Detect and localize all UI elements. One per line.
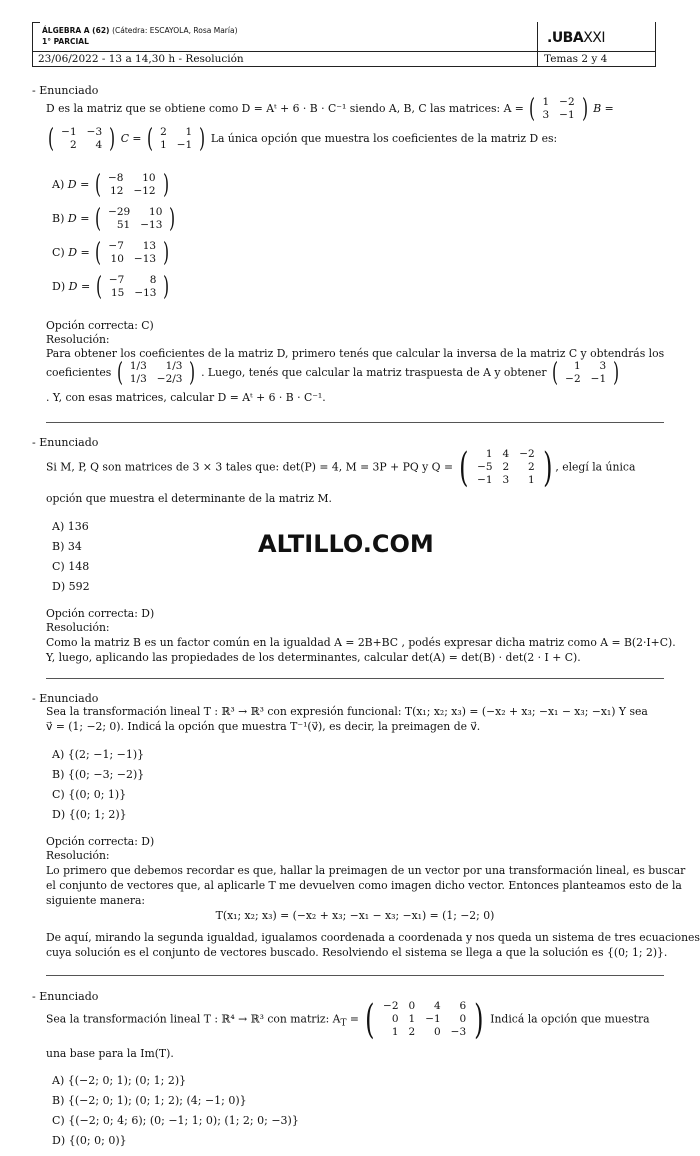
option-d[interactable]: D) D = ( −7 8 15 −13 ) (52, 272, 170, 302)
resolution-text: Como la matriz B es un factor común en la igualdad A = 2B+BC , podés expresar dicha matriz como A = B(2·I+C). (46, 636, 676, 649)
option-a[interactable]: A) {(2; −1; −1)} (52, 748, 145, 761)
question-statement: v⃗ = (1; −2; 0). Indicá la opción que muestra T⁻¹(v⃗), es decir, la preimagen de v⃗. (46, 720, 481, 733)
divider (46, 422, 664, 423)
exam-type: 1° PARCIAL (42, 37, 89, 46)
option-b[interactable]: B) 34 (52, 540, 82, 553)
matrix-a-transpose: ( 1 3 −2 −1 ) (552, 358, 620, 388)
option-a[interactable]: A) {(−2; 0; 1); (0; 1; 2)} (52, 1074, 187, 1087)
matrix-at: ( −2 0 4 6 0 1 −1 0 1 2 0 −3 ) (365, 996, 484, 1043)
resolution-text: cuya solución es el conjunto de vectores buscado. Resolviendo el sistema se llega a que la solución es {(0; 1; 2)}. (46, 946, 668, 959)
divider (46, 975, 664, 976)
question-statement: Sea la transformación lineal T : ℝ³ → ℝ³ con expresión funcional: T(x₁; x₂; x₃) = (−x₂ + x₃; −x₁ − x₃; −x₁) Y sea (46, 705, 648, 718)
matrix-c-inverse: ( 1/3 1/3 1/3 −2/3 ) (116, 358, 196, 388)
resolution-text: coeficientes ( 1/3 1/3 1/3 −2/3 ) . Luego, tenés que calcular la matriz traspuesta de A y obtener ( 1 3 −2 −1 ) (46, 360, 664, 386)
resolution-label: Resolución: (46, 621, 110, 634)
question-statement-cont: una base para la Im(T). (46, 1047, 174, 1060)
option-d[interactable]: D) {(0; 1; 2)} (52, 808, 127, 821)
question-label: - Enunciado (32, 436, 99, 449)
resolution-equation: T(x₁; x₂; x₃) = (−x₂ + x₃; −x₁ − x₃; −x₁) = (1; −2; 0) (215, 909, 495, 922)
watermark: ALTILLO.COM (258, 530, 434, 558)
question-statement-cont: ( −1 −3 2 4 ) C = ( 2 1 1 −1 ) La única opción que muestra los coeficientes de la matriz D es: (46, 126, 664, 152)
resolution-text: el conjunto de vectores que, al aplicarle T me devuelven como imagen dicho vector. Entonces planteamos esto de la (46, 879, 682, 892)
question-statement: D es la matriz que se obtiene como D = Aᵗ + 6 · B · C⁻¹ siendo A, B, C las matrices: A = ( 1 −2 3 −1 ) B = (46, 94, 614, 124)
correct-option: Opción correcta: D) (46, 835, 155, 848)
resolution-label: Resolución: (46, 849, 110, 862)
option-c[interactable]: C) {(0; 0; 1)} (52, 788, 127, 801)
resolution-text: Y, luego, aplicando las propiedades de los determinantes, calcular det(A) = det(B) · det(2 · I + C). (46, 651, 581, 664)
divider (46, 678, 664, 679)
resolution-label: Resolución: (46, 333, 110, 346)
question-label: - Enunciado (32, 692, 99, 705)
header-tick (32, 22, 40, 23)
option-d[interactable]: D) 592 (52, 580, 90, 593)
option-a[interactable]: A) 136 (52, 520, 89, 533)
option-b[interactable]: B) {(−2; 0; 1); (0; 1; 2); (4; −1; 0)} (52, 1094, 247, 1107)
exam-topics: Temas 2 y 4 (544, 53, 608, 65)
resolution-text: siguiente manera: (46, 894, 146, 907)
course-title: ÁLGEBRA A (62) (Cátedra: ESCAYOLA, Rosa María) (42, 26, 238, 35)
option-c[interactable]: C) {(−2; 0; 4; 6); (0; −1; 1; 0); (1; 2; 0; −3)} (52, 1114, 299, 1127)
correct-option: Opción correcta: C) (46, 319, 154, 332)
question-statement: Sea la transformación lineal T : ℝ⁴ → ℝ³ con matriz: $A_T$ = ( −2 0 4 6 0 1 −1 0 1 2 0 −3 ) Indicá la opción que muestra (46, 996, 650, 1043)
question-statement-cont: opción que muestra el determinante de la matriz M. (46, 492, 332, 505)
matrix-b: ( −1 −3 2 4 ) (48, 124, 116, 154)
option-c[interactable]: C) D = ( −7 13 10 −13 ) (52, 238, 170, 268)
resolution-text: Lo primero que debemos recordar es que, hallar la preimagen de un vector por una transformación lineal, es buscar (46, 864, 686, 877)
header-divider (32, 51, 656, 52)
option-c[interactable]: C) 148 (52, 560, 90, 573)
resolution-text: . Y, con esas matrices, calcular D = Aᵗ + 6 · B · C⁻¹. (46, 391, 326, 404)
question-label: - Enunciado (32, 84, 99, 97)
correct-option: Opción correcta: D) (46, 607, 155, 620)
option-b[interactable]: B) {(0; −3; −2)} (52, 768, 145, 781)
header-divider-vertical (537, 22, 538, 67)
matrix-c: ( 2 1 1 −1 ) (146, 124, 206, 154)
option-d[interactable]: D) {(0; 0; 0)} (52, 1134, 127, 1147)
question-statement: Si M, P, Q son matrices de 3 × 3 tales que: det(P) = 4, M = 3P + PQ y Q = ( 1 4 −2 −5 2 2 −1 3 1 ) , elegí la única (46, 444, 636, 491)
resolution-text: De aquí, mirando la segunda igualdad, igualamos coordenada a coordenada y nos queda un sistema de tres ecuaciones (46, 931, 700, 944)
uba-logo: .UBAXXI (547, 30, 606, 46)
exam-header (32, 22, 656, 67)
exam-date: 23/06/2022 - 13 a 14,30 h - Resolución (38, 53, 244, 65)
matrix-a: ( 1 −2 3 −1 ) (529, 94, 588, 124)
matrix-q: ( 1 4 −2 −5 2 2 −1 3 1 ) (459, 444, 553, 491)
option-a[interactable]: A) D = ( −8 10 12 −12 ) (52, 170, 169, 200)
resolution-text: Para obtener los coeficientes de la matriz D, primero tenés que calcular la inversa de la matriz C y obtendrás los (46, 347, 665, 360)
option-b[interactable]: B) D = ( −29 10 51 −13 ) (52, 204, 176, 234)
question-label: - Enunciado (32, 990, 99, 1003)
